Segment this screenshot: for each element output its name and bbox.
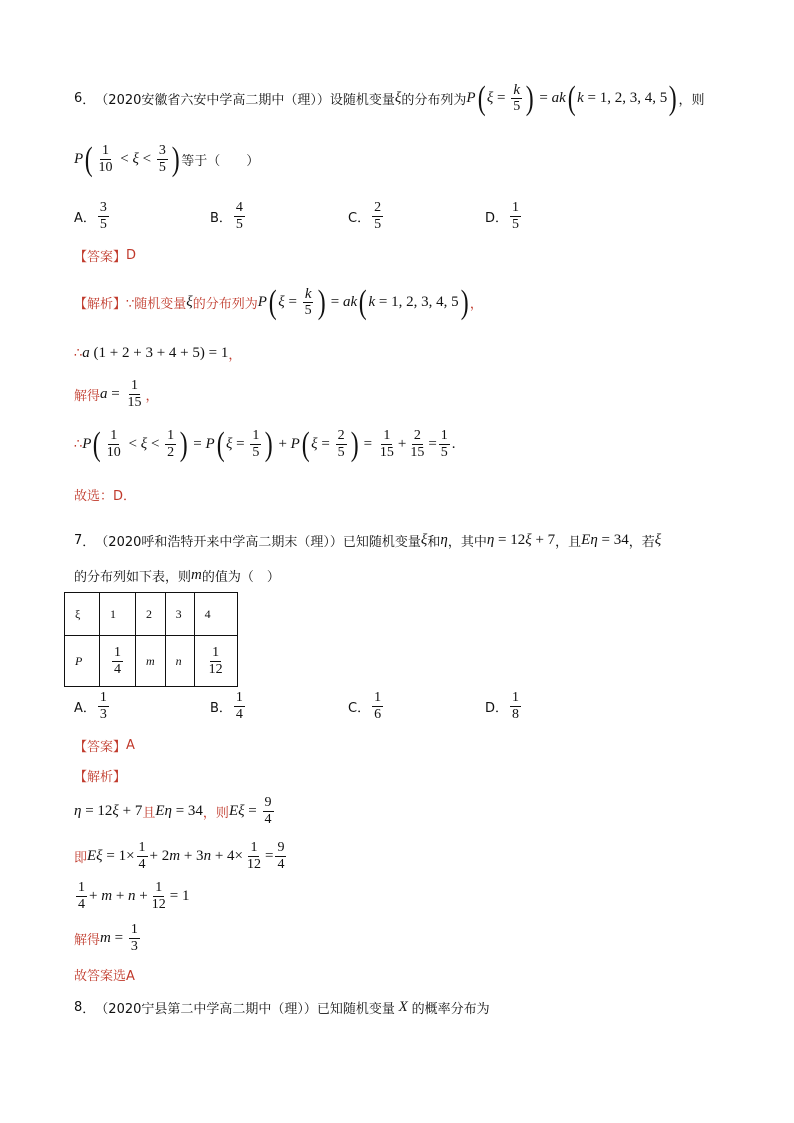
q6-stem-line1: 6 ． （2020安徽省六安中学高二期中（理）） 设随机变量 ξ 的分布列为 P ( ξ = $\frac{k}{5}$ ) = ak ( k = 1, 2, 3, 4, 5 ) ，则 [74,79,705,117]
q6-option-d[interactable]: D． $\frac{1}{5}$ [485,200,520,232]
q7-option-b[interactable]: B． $\frac{1}{4}$ [210,690,243,722]
table-row: ξ 1 2 3 4 [65,593,238,636]
q6-source: （2020安徽省六安中学高二期中（理）） [95,93,330,108]
q6-stem-c: ，则 [678,93,705,108]
table-row: P $\frac{1}{4}$ m n $\frac{1}{12}$ [65,636,238,687]
q6-conclusion: 故选：D． [74,489,137,504]
q6-option-b[interactable]: B． $\frac{4}{5}$ [210,200,243,232]
q6-stem-a: 设随机变量 [329,93,395,108]
q6-stem-d: 等于（ ） [181,154,260,169]
q7-option-c[interactable]: C． $\frac{1}{6}$ [348,690,382,722]
q7-conclusion: 故答案选A [74,969,135,984]
q7-answer: 【答案】 A [74,738,135,755]
q7-analysis-tag: 【解析】 [74,770,127,785]
q7-option-a[interactable]: A． $\frac{1}{3}$ [74,690,107,722]
q8-stem-line1: 8 ． （2020宁县第二中学高二期中（理）） 已知随机变量 X 的概率分布为 [74,999,490,1017]
q6-option-c[interactable]: C． $\frac{2}{5}$ [348,200,382,232]
q6-option-a[interactable]: A． $\frac{3}{5}$ [74,200,107,232]
q7-analysis-step1: η = 12ξ + 7 且 Eη = 34 ，则 Eξ = $\frac{9}{4}$ [74,795,272,827]
q7-analysis-step2: 即 Eξ = 1× $\frac{1}{4}$ + 2m + 3n + 4× $\frac{1}{12}$ = $\frac{9}{4}$ [74,840,285,872]
q6-number: 6 [74,91,83,106]
q7-option-d[interactable]: D． $\frac{1}{8}$ [485,690,520,722]
q7-analysis-step4: 解得 m = $\frac{1}{3}$ [74,922,138,954]
q7-stem-line1: 7 ． （2020呼和浩特开来中学高二期末（理）） 已知随机变量 ξ 和 η ，其中 η = 12ξ + 7 ，且 Eη = 34 ，若 ξ [74,532,662,550]
fraction: $\frac{k}{5}$ [513,82,521,114]
q6-answer: 【答案】 D [74,248,137,265]
xi-symbol: ξ [394,90,402,106]
q6-analysis-step2: ∴ a (1 + 2 + 3 + 4 + 5) = 1 ， [74,345,242,363]
q6-analysis-step3: 解得 a = $\frac{1}{15}$ ， [74,378,159,410]
q6-stem-line2: P ( $\frac{1}{10}$ < ξ < $\frac{3}{5}$ ) 等于（ ） [74,140,260,178]
q7-stem-line2: 的分布列如下表，则 m 的值为（ ） [74,567,280,585]
distribution-table [64,592,238,687]
q6-analysis-step4: ∴ P ( $\frac{1}{10}$ < ξ < $\frac{1}{2}$ ) = P ( ξ = $\frac{1}{5}$ ) + P ( ξ = $\frac{2}{5}$ ) = $\frac{1}{15}$ + $\frac{2}{15}$ = $\frac{1}{5}$ . [74,425,456,463]
q6-analysis-line1: 【解析】 ∵随机变量 ξ 的分布列为 P ( ξ = $\frac{k}{5}$ ) = ak ( k = 1, 2, 3, 4, 5 ) ， [74,283,483,321]
q7-analysis-step3: $\frac{1}{4}$ + m + n + $\frac{1}{12}$ = 1 [78,880,190,912]
q6-stem-b: 的分布列为 [401,93,467,108]
